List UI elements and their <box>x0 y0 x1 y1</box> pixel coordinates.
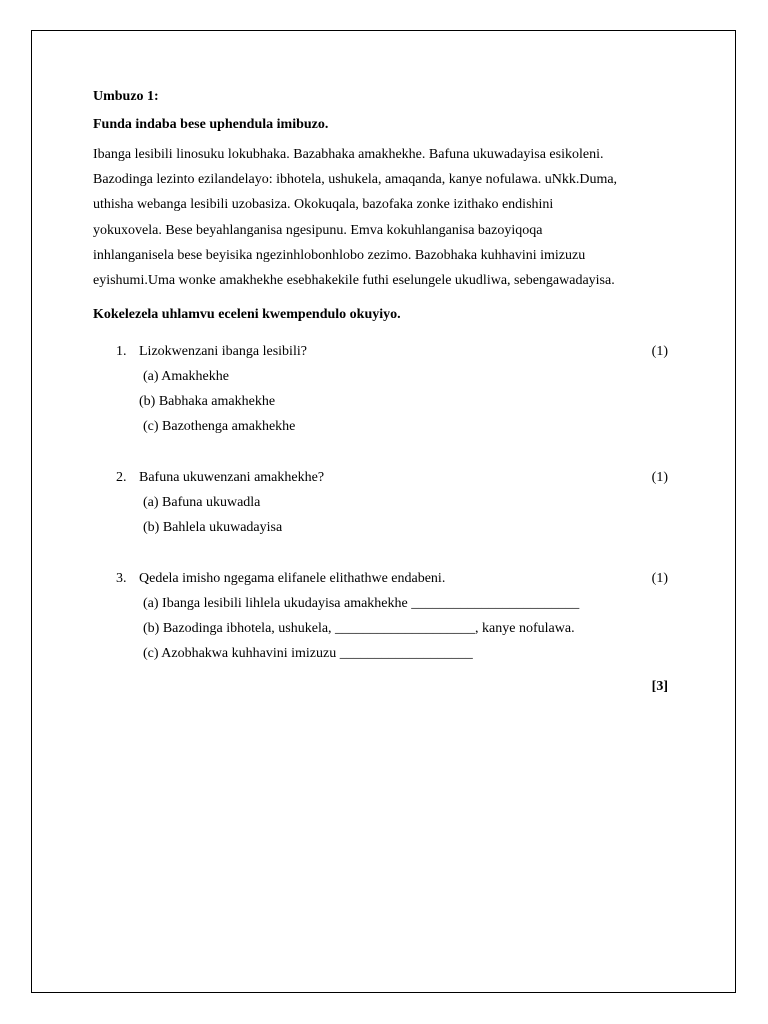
answer-option-c: (c) Bazothenga amakhekhe <box>143 419 296 435</box>
question-marks: (1) <box>651 470 668 486</box>
answer-option-a: (a) Bafuna ukuwadla <box>143 495 261 511</box>
fill-in-item-c: (c) Azobhakwa kuhhavini imizuzu ___________________ <box>143 646 473 662</box>
question-number: 3. <box>116 571 127 587</box>
passage-line: eyishumi.Uma wonke amakhekhe esebhakekile futhi eselungele ukudliwa, sebengawadayisa. <box>93 273 615 289</box>
passage-line: Ibanga lesibili linosuku lokubhaka. Bazabhaka amakhekhe. Bafuna ukuwadayisa esikoleni. <box>93 147 604 162</box>
question-text: Bafuna ukuwenzani amakhekhe? <box>139 470 325 486</box>
question-text: Qedela imisho ngegama elifanele elithathwe endabeni. <box>139 571 446 587</box>
question-row <box>93 339 669 364</box>
question-title: Umbuzo 1: <box>93 89 159 104</box>
answer-option-a: (a) Amakhekhe <box>143 369 229 385</box>
question-2 <box>93 465 669 540</box>
passage-line: uthisha webanga lesibili uzobasiza. Okokuqala, bazofaka zonke izithako endishini <box>93 197 554 213</box>
question-row <box>93 566 669 591</box>
question-1 <box>93 339 669 439</box>
question-subtitle: Funda indaba bese uphendula imibuzo. <box>93 117 329 132</box>
question-number: 2. <box>116 470 127 486</box>
answer-option-b: (b) Bahlela ukuwadayisa <box>143 520 283 536</box>
passage-line: yokuxovela. Bese beyahlanganisa ngesipunu. Emva kokuhlanganisa bazoyiqoqa <box>93 222 543 238</box>
passage-line: Bazodinga lezinto ezilandelayo: ibhotela, ushukela, amaqanda, kanye nofulawa. uNkk.Duma, <box>93 172 618 188</box>
question-marks: (1) <box>651 344 668 360</box>
question-row <box>93 465 669 490</box>
passage-line: inhlanganisela bese beyisika ngezinhlobonhlobo zezimo. Bazobhaka kuhhavini imizuzu <box>93 247 586 263</box>
worksheet <box>93 84 669 699</box>
total-marks: [3] <box>651 679 668 695</box>
answer-option-b: (b) Babhaka amakhekhe <box>139 394 276 410</box>
question-marks: (1) <box>651 571 668 587</box>
fill-in-item-a: (a) Ibanga lesibili lihlela ukudayisa amakhekhe ________________________ <box>143 596 580 612</box>
question-text: Lizokwenzani ibanga lesibili? <box>139 344 307 360</box>
fill-in-item-b: (b) Bazodinga ibhotela, ushukela, ____________________, kanye nofulawa. <box>143 621 575 637</box>
question-number: 1. <box>116 344 127 360</box>
instruction: Kokelezela uhlamvu eceleni kwempendulo okuyiyo. <box>93 307 401 323</box>
reading-passage <box>93 142 669 293</box>
question-3 <box>93 566 669 666</box>
